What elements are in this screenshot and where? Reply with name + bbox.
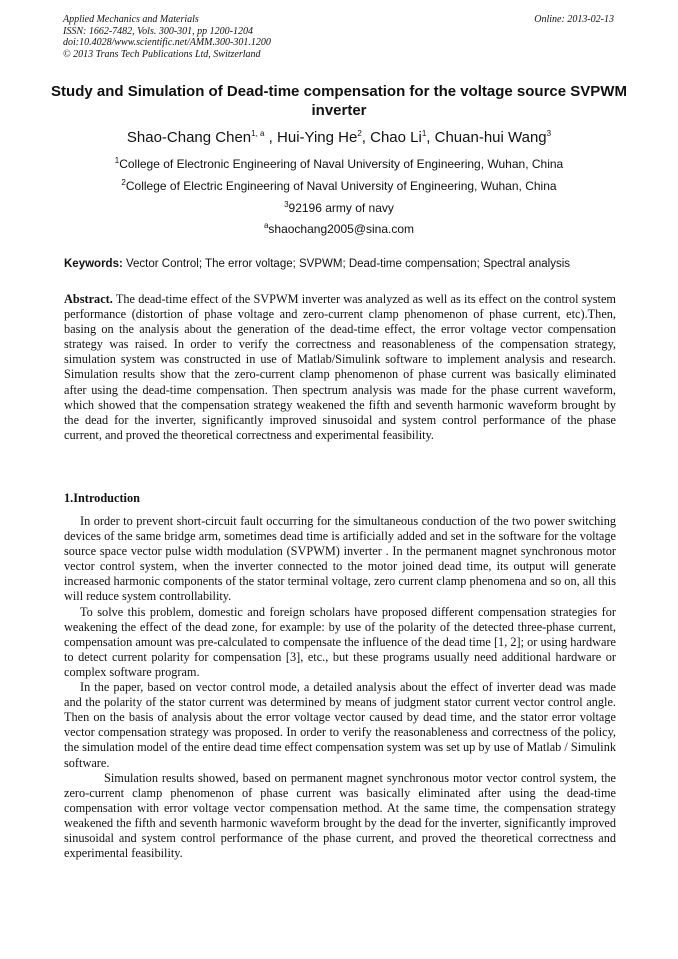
author-affiliation-mark: 3	[546, 129, 552, 138]
abstract-text: The dead-time effect of the SVPWM inverter was analyzed as well as its effect on the control system performance (distortion of phase voltage and zero-current clamp phenomenon of phase current, etc).Then, basing on the analysis about the generation of the dead-time effect, the error voltage vector compensation strategy was raised. In order to verify the correctness and reasonableness of the compensation strategy, simulation system was constructed in use of Matlab/Simulink software to implement analysis and research. Simulation results show that the zero-current clamp phenomenon of phase current was basically eliminated after using the dead-time compensation. Then spectrum analysis was made for the phase current waveform, which showed that the compensation strategy weakened the fifth and seventh harmonic waveform brought by the dead for the inverter, significantly improved sinusoidal and system control performance of the phase current, and proved the theoretical correctness and experimental feasibility.	[64, 292, 616, 442]
author-affiliation-mark: 2	[357, 129, 362, 138]
keywords-text: Vector Control; The error voltage; SVPWM; Dead-time compensation; Spectral analysis	[122, 258, 570, 270]
author-list: Shao-Chang Chen$^{1, a}$ , Hui-Ying He$^2$, Chao Li$^1$, Chuan-hui Wang$^3$	[126, 129, 552, 146]
abstract	[64, 292, 616, 443]
issn-line: ISSN: 1662-7482, Vols. 300-301, pp 1200-1204	[63, 25, 253, 37]
affiliation-2: $^2$College of Electric Engineering of Naval University of Engineering, Wuhan, China	[121, 178, 557, 193]
journal-header	[63, 14, 271, 60]
paragraph: To solve this problem, domestic and foreign scholars have proposed different compensation strategies for weakening the effect of the dead zone, for example: by use of the polarity of the detected three-phase current, compensation amount was pre-calculated to compensate the influence of the dead time [1, 2]; or using hardware to detect current polarity for compensation [3], etc., but these programs usually need additional hardware or complex software program.	[64, 604, 616, 679]
author-affiliation-mark: 1, a	[251, 129, 265, 138]
doi-line: doi:10.4028/www.scientific.net/AMM.300-301.1200	[63, 37, 271, 48]
abstract-label: Abstract.	[64, 292, 113, 306]
author-affiliation-mark: 1	[421, 129, 427, 138]
author-name: Shao-Chang Chen	[126, 129, 252, 146]
author-name: Chuan-hui Wang	[434, 129, 547, 146]
section-heading: 1.Introduction	[64, 491, 140, 505]
journal-name: Applied Mechanics and Materials	[63, 14, 199, 25]
author-name: Chao Li	[370, 129, 422, 146]
affiliation-3: $^3$92196 army of navy	[284, 200, 394, 215]
copyright-line: © 2013 Trans Tech Publications Ltd, Switzerland	[63, 48, 261, 60]
author-email: $^a$shaochang2005@sina.com	[263, 221, 415, 236]
keywords	[64, 257, 616, 271]
paragraph: In order to prevent short-circuit fault occurring for the simultaneous conduction of the two power switching devices of the same bridge arm, sometimes dead time is artificially added and set in the software for the voltage source space vector pulse width modulation (SVPWM) inverter . In the permanent magnet synchronous motor vector control system, when the inverter connected to the motor joined dead time, its output will generate increased harmonic components of the stator terminal voltage, zero current clamp phenomena and so on, all this will reduce system controllability.	[64, 514, 616, 604]
affiliation-1: $^1$College of Electronic Engineering of Naval University of Engineering, Wuhan, China	[114, 156, 564, 171]
keywords-label: Keywords:	[64, 258, 123, 270]
author-name: Hui-Ying He	[277, 129, 358, 146]
paragraph: In the paper, based on vector control mode, a detailed analysis about the effect of inverter dead was made and the polarity of the stator current was determined by means of judgment stator current vector control angle. Then on the basis of analysis about the error voltage vector caused by dead time, and the stator error voltage vector compensation strategy was proposed. In order to verify the reasonableness and correctness of the policy, the simulation model of the entire dead time effect compensation system was set up by use of Matlab / Simulink software.	[64, 680, 616, 770]
online-date: Online: 2013-02-13	[534, 14, 614, 25]
introduction-body	[64, 514, 616, 861]
paper-title: Study and Simulation of Dead-time compensation for the voltage source SVPWM inverter	[51, 83, 627, 119]
paragraph: Simulation results showed, based on permanent magnet synchronous motor vector control system, the zero-current clamp phenomenon of phase current was basically eliminated after using the dead-time compensation with error voltage vector compensation method. At the same time, the compensation strategy weakened the fifth and seventh harmonic waveform brought by the dead for the inverter, significantly improved sinusoidal and system control performance of the phase current, and proved the theoretical correctness and experimental feasibility.	[64, 770, 616, 861]
